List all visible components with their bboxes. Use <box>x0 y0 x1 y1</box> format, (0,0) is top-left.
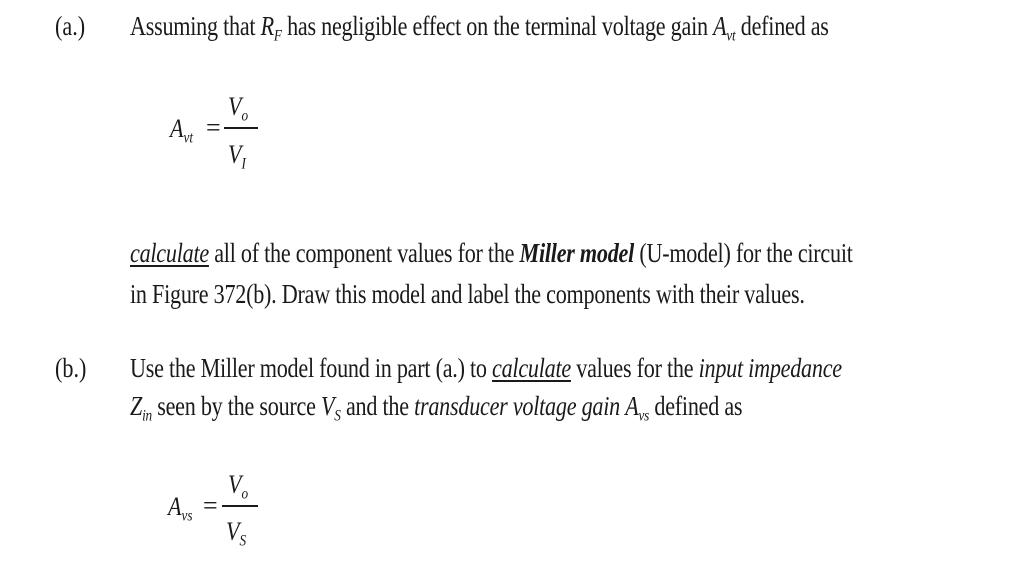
part-b-label: (b.) <box>55 353 87 383</box>
equation-a-denominator: $V_I$ <box>228 140 246 173</box>
part-a-instruction-line1: calculate all of the component values for the Miller model (U-model) for the circuit <box>130 238 853 268</box>
equation-a-equals: = <box>206 113 221 142</box>
equation-a-numerator: $V_o$ <box>228 92 249 125</box>
part-a-intro: Assuming that $R_F$ has negligible effect on the terminal voltage gain $A_{vt}$ defined as <box>130 11 829 45</box>
equation-b-numerator: $V_o$ <box>228 470 249 503</box>
equation-b-lhs: $A_{vs}$ <box>168 492 193 525</box>
equation-b-fraction-bar <box>222 505 258 507</box>
equation-b-equals: = <box>203 491 218 520</box>
equation-a-fraction-bar <box>224 127 258 129</box>
part-a-instruction-line2: in Figure 372(b). Draw this model and label the components with their values. <box>130 279 805 309</box>
part-b-line2: $Z_{in}$ seen by the source $V_S$ and the transducer voltage gain $A_{vs}$ defined as <box>130 391 743 425</box>
part-a-label: (a.) <box>55 11 86 41</box>
part-b-line1: Use the Miller model found in part (a.) to calculate values for the input impedance <box>130 353 842 383</box>
equation-a-lhs: $A_{vt}$ <box>170 114 194 147</box>
equation-b-denominator: $V_S$ <box>226 517 247 550</box>
